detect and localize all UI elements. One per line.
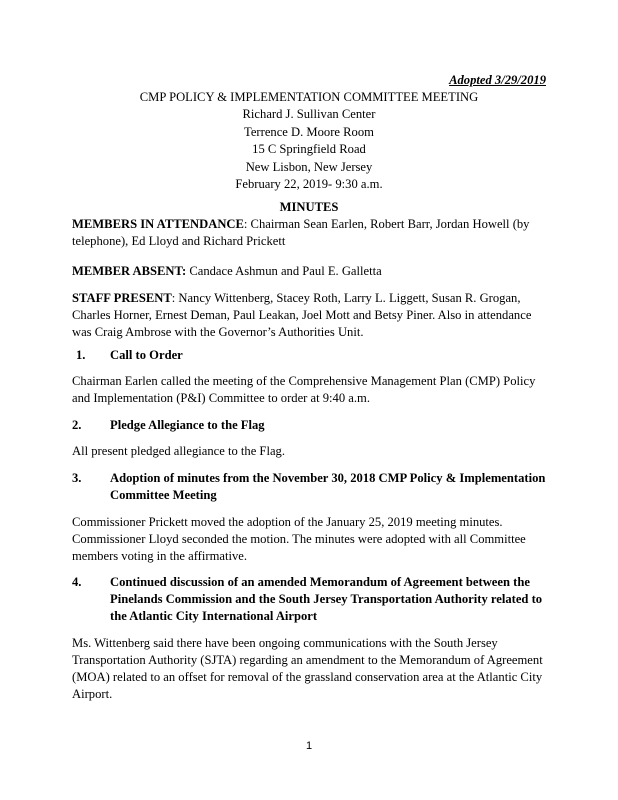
item-2-heading: [72, 417, 546, 434]
item-3-heading: [72, 470, 546, 504]
item-4-heading: [72, 574, 546, 625]
absent-text: Candace Ashmun and Paul E. Galletta: [186, 264, 382, 278]
header-line-date: February 22, 2019- 9:30 a.m.: [235, 176, 383, 191]
header-line-building: Richard J. Sullivan Center: [242, 107, 376, 122]
members-text: : Chairman Sean Earlen, Robert Barr, Jordan Howell (by telephone), Ed Lloyd and Richard Prickett: [72, 217, 530, 248]
item-2-body: All present pledged allegiance to the Flag.: [72, 444, 285, 458]
members-label: MEMBERS IN ATTENDANCE: [72, 217, 244, 231]
minutes-title: MINUTES: [279, 200, 339, 214]
item-number: 3.: [72, 471, 82, 485]
adopted-date: Adopted 3/29/2019: [449, 73, 546, 87]
header-line-street: 15 C Springfield Road: [252, 142, 366, 157]
item-title: Pledge Allegiance to the Flag: [110, 418, 265, 432]
header-line-room: Terrence D. Moore Room: [244, 124, 374, 139]
item-title: Continued discussion of an amended Memorandum of Agreement between the Pinelands Commission and the South Jersey Transportation Authority related to the Atlantic City International Airport: [110, 575, 543, 623]
item-1-heading: [72, 347, 546, 364]
item-title: Adoption of minutes from the November 30, 2018 CMP Policy & Implementation Committee Meeting: [110, 471, 546, 502]
page-number: 1: [305, 740, 313, 752]
members-attendance: [72, 216, 550, 250]
header-line-city: New Lisbon, New Jersey: [245, 159, 373, 174]
meeting-header: [72, 89, 546, 193]
staff-text: : Nancy Wittenberg, Stacey Roth, Larry L. Liggett, Susan R. Grogan, Charles Horner, Ernest Deman, Paul Leakan, Joel Mott and Betsy Piner. Also in attendance was Craig Ambrose with the Governor’s Authorities Unit.: [72, 291, 532, 339]
item-title: Call to Order: [110, 348, 183, 362]
header-line-committee: CMP POLICY & IMPLEMENTATION COMMITTEE MEETING: [139, 90, 479, 104]
item-number: 4.: [72, 575, 82, 589]
item-4-body: Ms. Wittenberg said there have been ongoing communications with the South Jersey Transportation Authority (SJTA) regarding an amendment to the Memorandum of Agreement (MOA) related to an offset for removal of the grassland conservation area at the Atlantic City Airport.: [72, 636, 543, 701]
staff-present: [72, 290, 550, 341]
item-3-body: Commissioner Prickett moved the adoption of the January 25, 2019 meeting minutes. Commissioner Lloyd seconded the motion. The minutes were adopted with all Committee members voting in the affirmative.: [72, 515, 526, 563]
item-1-body: Chairman Earlen called the meeting of the Comprehensive Management Plan (CMP) Policy and Implementation (P&I) Committee to order at 9:40 a.m.: [72, 374, 536, 405]
absent-label: MEMBER ABSENT:: [72, 264, 187, 278]
members-absent: [72, 263, 550, 280]
staff-label: STAFF PRESENT: [72, 291, 172, 305]
item-number: 1.: [76, 348, 86, 362]
item-number: 2.: [72, 418, 82, 432]
